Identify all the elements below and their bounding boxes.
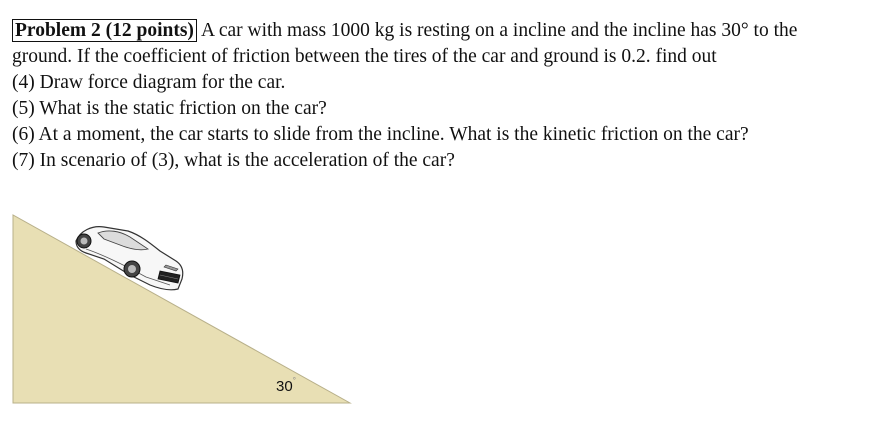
problem-intro-line-1: A car with mass 1000 kg is resting on a incline and the incline has 30° to the [200,20,798,41]
problem-text [12,18,862,174]
question-4: (4) Draw force diagram for the car. [12,72,286,93]
question-5: (5) What is the static friction on the car? [12,98,327,119]
degree-symbol: ° [292,376,296,385]
incline-angle-label [276,378,296,395]
question-7: (7) In scenario of (3), what is the acceleration of the car? [12,150,455,171]
front-wheel-icon [124,261,140,277]
incline-triangle [13,215,350,403]
problem-intro-line-2: ground. If the coefficient of friction between the tires of the car and ground is 0.2. find out [12,46,717,67]
problem-heading: Problem 2 (12 points) [12,19,197,42]
angle-value: 30 [276,378,293,395]
problem-first-line [12,18,862,44]
question-6: (6) At a moment, the car starts to slide from the incline. What is the kinetic friction on the car? [12,124,749,145]
rear-wheel-icon [77,234,91,248]
incline-figure [0,205,360,410]
